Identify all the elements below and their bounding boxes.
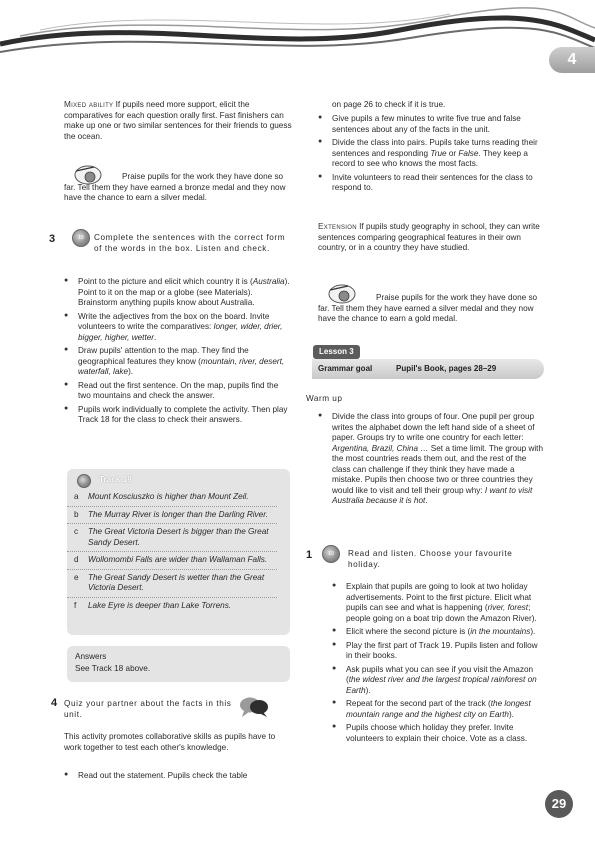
mixed-ability-note [64, 100, 292, 142]
track-line: b The Murray River is longer than the Darling River. [67, 506, 277, 521]
mixed-ability-label: Mixed ability [64, 100, 114, 109]
list-item: ● Read out the statement. Pupils check the table [64, 771, 292, 782]
list-item: ● Pupils work individually to complete the activity. Then play Track 18 for the class to check their answers. [64, 405, 292, 426]
exercise-4-title: Quiz your partner about the facts in this unit. [64, 699, 232, 719]
list-item: ● Divide the class into groups of four. One pupil per group writes the alphabet down the left hand side of a sheet of paper. Groups try to write one country for each letter: Argentina, Brazil, China … Set a time limit. The group with the most countries reads them out, and the rest of the class can challenge if they think they have made a mistake. Pupils then choose two or three countries they would like to visit and tell their group why: I want to visit Australia because it is hot. [318, 412, 546, 507]
page-number: 29 [545, 790, 573, 818]
exercise-1-title: Read and listen. Choose your favourite holiday. [348, 549, 513, 569]
warm-up-steps [318, 412, 546, 510]
list-item: ● Read out the first sentence. On the map, pupils find the two mountains and check the answer. [64, 381, 292, 402]
header-swoosh-decoration [0, 0, 595, 80]
chapter-tab: 4 [549, 47, 595, 73]
exercise-3-steps [64, 277, 292, 429]
exercise-1-steps [332, 582, 546, 747]
track-18-box [67, 469, 290, 635]
list-item: ● Point to the picture and elicit which country it is (Australia). Point to it on the map or a globe (see Materials). Brainstorm anything pupils know about Australia. [64, 277, 292, 309]
list-item: ● Divide the class into pairs. Pupils take turns reading their sentences and responding True or False. They keep a record to see who knows the most facts. [318, 138, 546, 170]
quiz-steps [318, 114, 546, 197]
track-line: d Wollomombi Falls are wider than Wallaman Falls. [67, 551, 277, 566]
exercise-3-title: Complete the sentences with the correct form of the words in the box. Listen and check. [94, 233, 286, 253]
lesson-tab: Lesson 3 [313, 345, 360, 359]
exercise-4-text: This activity promotes collaborative skills as pupils have to work together to test each other's knowledge. [64, 732, 276, 752]
track-19-cd-icon: 19 [322, 545, 340, 563]
exercise-3-number: 3 [49, 233, 56, 245]
answers-title: Answers [75, 652, 107, 661]
warm-up-heading: Warm up [306, 394, 343, 403]
extension-label: Extension [318, 222, 357, 231]
list-item: ● Repeat for the second part of the track (the longest mountain range and the highest city on Earth). [332, 699, 546, 720]
list-item: ● Invite volunteers to read their sentences for the class to respond to. [318, 173, 546, 194]
extension-text: If pupils study geography in school, they can write sentences comparing geographical features in their own country, or in a country they have studied. [318, 222, 540, 252]
list-item: ● Write the adjectives from the box on the board. Invite volunteers to write the comparatives: longer, wider, drier, bigger, higher, wetter. [64, 312, 292, 344]
left-column [64, 100, 292, 148]
praise-silver-text: Praise pupils for the work they have done so far. Tell them they have earned a silver medal and they now have the chance to earn a gold medal. [318, 293, 538, 323]
list-item: ● Elicit where the second picture is (in the mountains). [332, 627, 546, 638]
grammar-goal-label: Grammar goal [318, 364, 373, 373]
track-line: f Lake Eyre is deeper than Lake Torrens. [67, 597, 277, 612]
track-line: a Mount Kosciuszko is higher than Mount Zeil. [74, 492, 249, 501]
track-box-cd-icon [77, 474, 91, 488]
list-item: ● Pupils choose which holiday they prefer. Invite volunteers to explain their choice. Vote as a class. [332, 723, 546, 744]
answers-text: See Track 18 above. [75, 664, 151, 673]
list-item: ● Play the first part of Track 19. Pupils listen and follow in their books. [332, 641, 546, 662]
track-line: c The Great Victoria Desert is bigger than the Great Sandy Desert. [67, 523, 277, 548]
list-item: ● Give pupils a few minutes to write five true and false sentences about any of the facts in the unit. [318, 114, 546, 135]
exercise-4-number: 4 [51, 697, 58, 709]
track-line: e The Great Sandy Desert is wetter than the Great Victoria Desert. [67, 569, 277, 594]
mixed-ability-text: If pupils need more support, elicit the comparatives for each question orally first. Fast finishers can make up one or two similar sentences for their friends to guess the ocean. [64, 100, 292, 141]
list-item: ● Explain that pupils are going to look at two holiday advertisements. Point to the first picture. Elicit what pupils can see and what is happening (river, forest; people going on a boat trip down the Amazon River). [332, 582, 546, 624]
exercise-1-number: 1 [306, 549, 313, 561]
answers-box [67, 646, 290, 682]
grammar-goal-reference: Pupil's Book, pages 28–29 [396, 364, 497, 373]
track-18-cd-icon: 18 [72, 229, 90, 247]
list-item: ● Ask pupils what you can see if you visit the Amazon (the widest river and the largest tropical rainforest on Earth). [332, 665, 546, 697]
list-item: ● Draw pupils' attention to the map. They find the geographical features they know (mountain, river, desert, waterfall, lake). [64, 346, 292, 378]
extension-note [318, 222, 546, 254]
grammar-goal-bar [312, 359, 544, 379]
praise-bronze-text: Praise pupils for the work they have done so far. Tell them they have earned a bronze medal and they now have the chance to earn a silver medal. [64, 172, 286, 202]
speech-bubbles-icon [238, 695, 270, 719]
continued-line: on page 26 to check if it is true. [332, 100, 446, 109]
exercise-4-steps [64, 771, 292, 785]
track-box-title: Track 18 [99, 475, 132, 484]
